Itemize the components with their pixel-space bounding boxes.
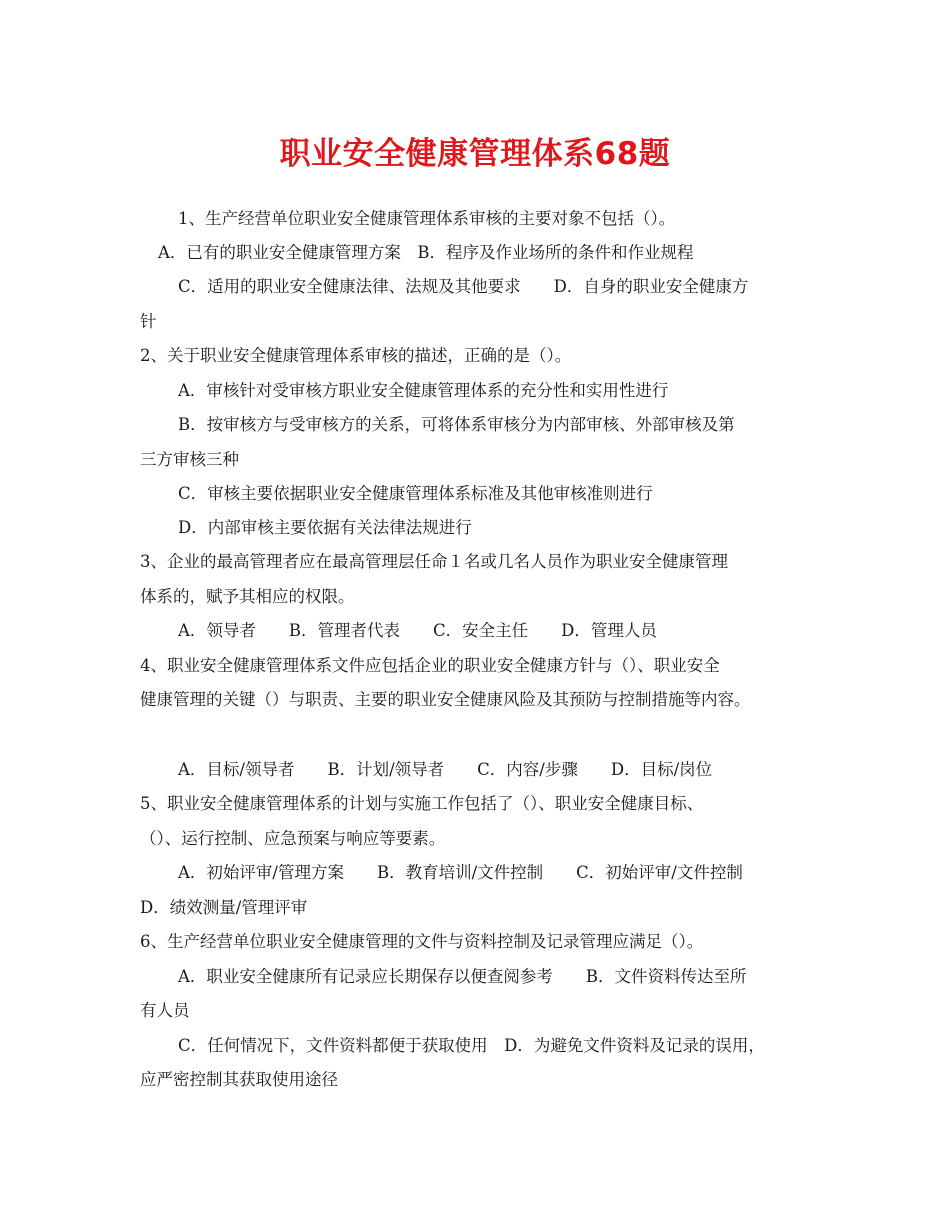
question-4-options: A．目标/领导者 B．计划/领导者 C．内容/步骤 D．目标/岗位 xyxy=(178,760,713,779)
question-3-options: A．领导者 B．管理者代表 C．安全主任 D．管理人员 xyxy=(178,621,657,640)
question-5-stem: 5、职业安全健康管理体系的计划与实施工作包括了（）、职业安全健康目标、 xyxy=(140,794,704,813)
question-2-option-c: C．审核主要依据职业安全健康管理体系标准及其他审核准则进行 xyxy=(178,484,653,503)
question-6-options-line-2: 有人员 xyxy=(140,1001,190,1020)
question-3-stem: 3、企业的最高管理者应在最高管理层任命１名或几名人员作为职业安全健康管理 xyxy=(140,552,728,571)
question-1-options-line-3: 针 xyxy=(140,312,157,331)
question-1-stem: 1、生产经营单位职业安全健康管理体系审核的主要对象不包括（）。 xyxy=(178,209,676,228)
question-6-options-line-3: C．任何情况下，文件资料都便于获取使用 D．为避免文件资料及记录的误用， xyxy=(178,1036,765,1055)
question-2-option-d: D．内部审核主要依据有关法律法规进行 xyxy=(178,518,472,537)
question-6-options-line-1: A．职业安全健康所有记录应长期保存以便查阅参考 B．文件资料传达至所 xyxy=(178,967,747,986)
question-2-option-a: A．审核针对受审核方职业安全健康管理体系的充分性和实用性进行 xyxy=(178,381,669,400)
question-3-stem-cont: 体系的，赋予其相应的权限。 xyxy=(140,587,355,606)
question-1-options-line-1: A．已有的职业安全健康管理方案 B．程序及作业场所的条件和作业规程 xyxy=(158,243,694,262)
question-5-option-d: D．绩效测量/管理评审 xyxy=(140,898,308,917)
question-4-stem-cont: 健康管理的关键（）与职责、主要的职业安全健康风险及其预防与控制措施等内容。 xyxy=(140,690,751,709)
question-2-option-b: B．按审核方与受审核方的关系，可将体系审核分为内部审核、外部审核及第 xyxy=(178,415,735,434)
question-6-stem: 6、生产经营单位职业安全健康管理的文件与资料控制及记录管理应满足（）。 xyxy=(140,932,704,951)
question-6-options-line-4: 应严密控制其获取使用途径 xyxy=(140,1070,338,1089)
question-2-option-b-cont: 三方审核三种 xyxy=(140,450,239,469)
question-5-options: A．初始评审/管理方案 B．教育培训/文件控制 C．初始评审/文件控制 xyxy=(178,863,743,882)
question-4-stem: 4、职业安全健康管理体系文件应包括企业的职业安全健康方针与（）、职业安全 xyxy=(140,656,720,675)
document-title: 职业安全健康管理体系68题 xyxy=(279,136,671,172)
question-1-options-line-2: C．适用的职业安全健康法律、法规及其他要求 D．自身的职业安全健康方 xyxy=(178,277,749,296)
question-5-stem-cont: （）、运行控制、应急预案与响应等要素。 xyxy=(140,829,446,848)
question-2-stem: 2、关于职业安全健康管理体系审核的描述，正确的是（）。 xyxy=(140,346,572,365)
